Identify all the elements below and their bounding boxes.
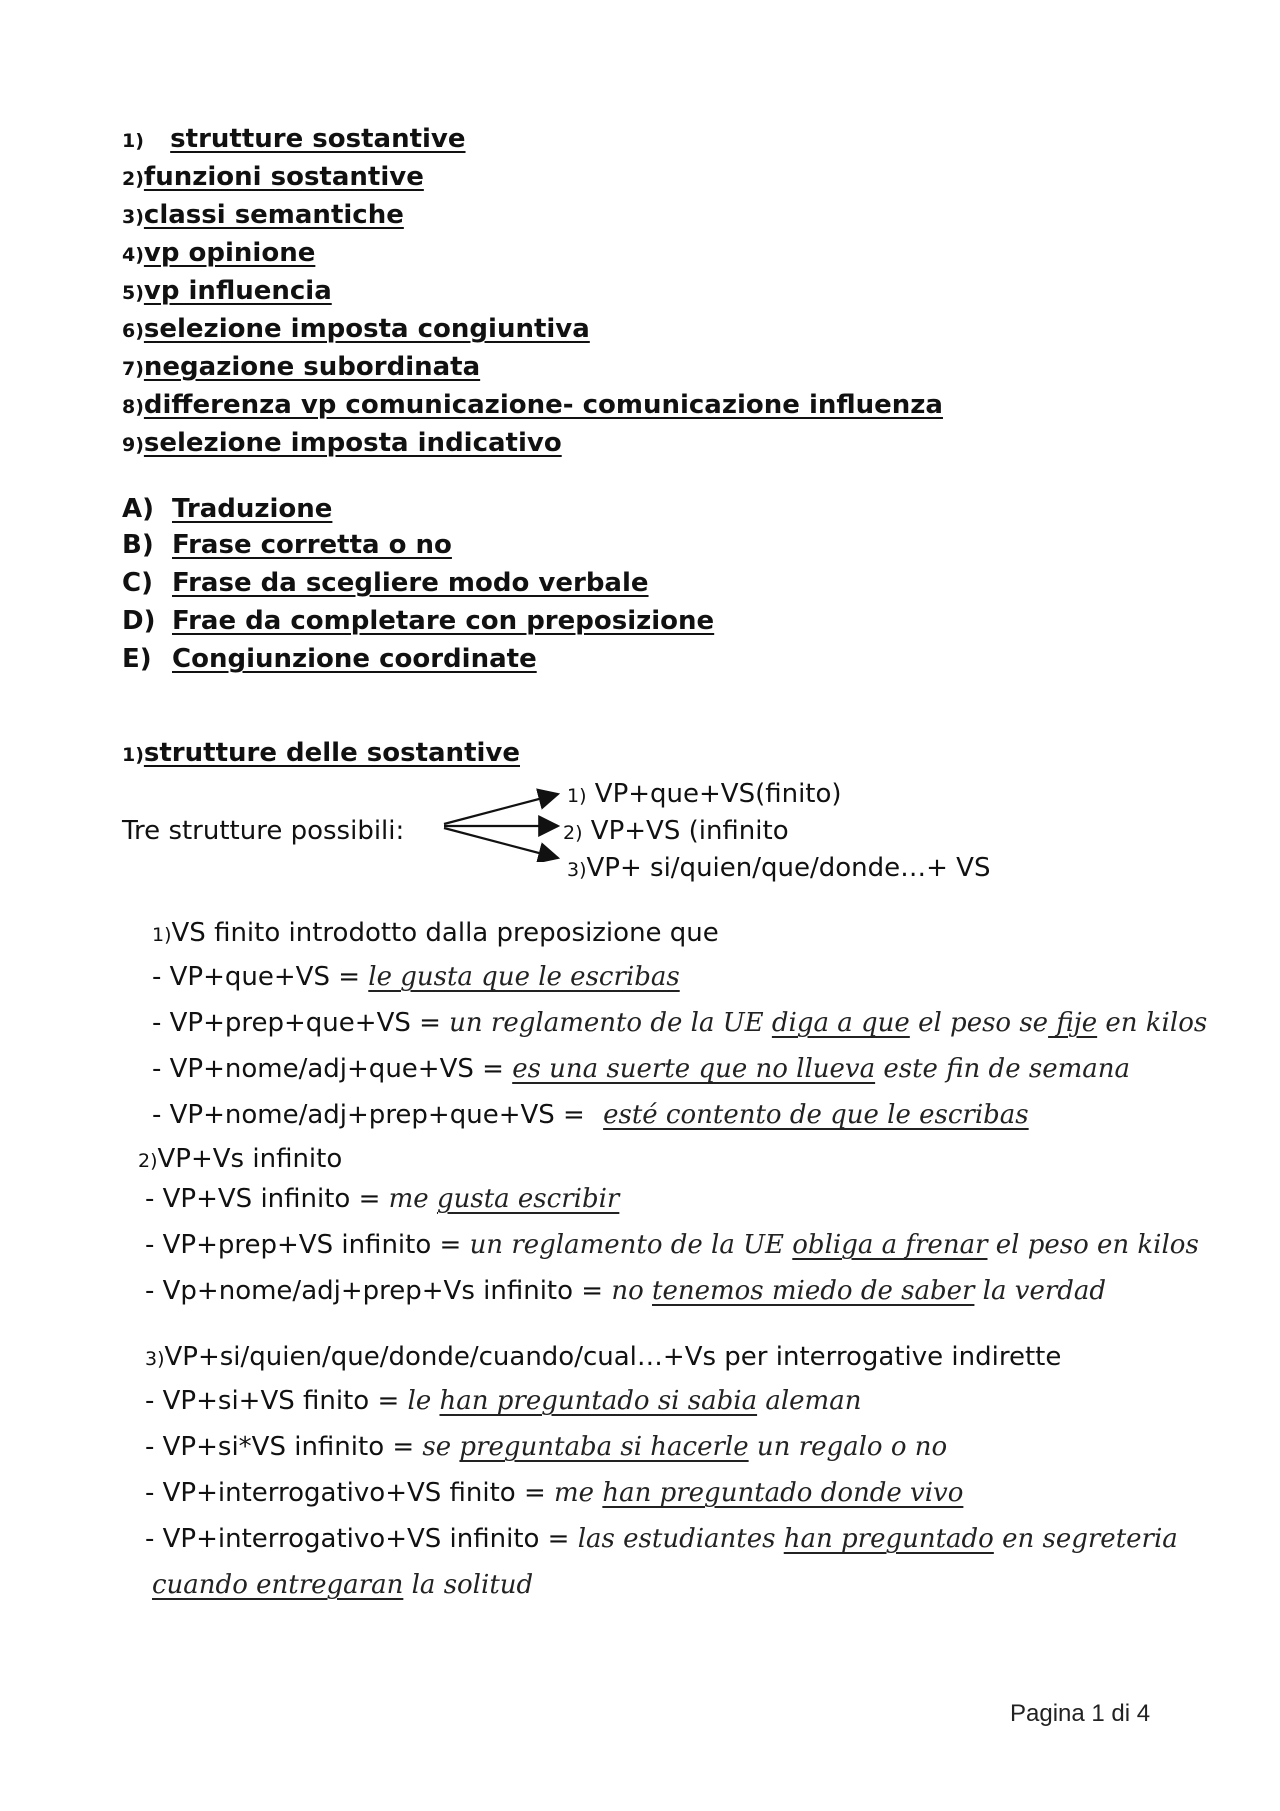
- handwritten-example: aleman: [757, 1386, 862, 1416]
- handwritten-example: le gusta que le escribas: [368, 962, 680, 992]
- subsection-title: VS finito introdotto dalla preposizione que: [171, 918, 719, 948]
- toc-number: 9): [122, 434, 144, 456]
- exercise-text: Frase corretta o no: [172, 530, 452, 560]
- handwritten-example: un regalo o no: [748, 1432, 948, 1462]
- rule-label: - VP+prep+que+VS =: [152, 1008, 450, 1038]
- rule-label: - VP+si+VS finito =: [145, 1386, 408, 1416]
- handwritten-example: la verdad: [974, 1276, 1107, 1306]
- branch-arrows: [440, 772, 570, 862]
- rule-label: - Vp+nome/adj+prep+Vs infinito =: [145, 1276, 612, 1306]
- handwritten-underlined: han preguntado: [783, 1524, 994, 1554]
- subsection-1-heading: [152, 918, 719, 948]
- toc-text: selezione imposta congiuntiva: [143, 314, 590, 344]
- structures-intro: Tre strutture possibili:: [122, 816, 405, 846]
- exercise-label: C): [122, 568, 153, 598]
- toc-item-2: [122, 162, 424, 192]
- exercise-item-b: [122, 530, 452, 560]
- section-heading: [122, 738, 520, 768]
- branch-3: [567, 853, 990, 883]
- example-row: [145, 1276, 1106, 1306]
- rule-label: - VP+interrogativo+VS finito =: [145, 1478, 555, 1508]
- toc-item-1: [122, 124, 466, 154]
- rule-label: - VP+que+VS =: [152, 962, 369, 992]
- subsection-2-heading: [138, 1144, 342, 1174]
- exercise-item-a: [122, 494, 332, 524]
- section-number: 1): [122, 744, 144, 766]
- branch-2: [563, 816, 789, 846]
- toc-number: 8): [122, 396, 144, 418]
- branch-text: VP+que+VS(finito): [594, 779, 842, 809]
- exercise-item-c: [122, 568, 649, 598]
- rule-label: - VP+VS infinito =: [145, 1184, 389, 1214]
- exercise-text: Traduzione: [172, 494, 333, 524]
- handwritten-underlined: es una suerte que no llueva: [512, 1054, 876, 1084]
- handwritten-example: le: [407, 1386, 440, 1416]
- handwritten-underlined: cuando entregaran: [152, 1570, 404, 1600]
- exercise-label: A): [122, 494, 155, 524]
- handwritten-underlined: obliga a frenar: [792, 1230, 988, 1260]
- toc-number: 2): [122, 168, 144, 190]
- branch-1: [567, 779, 842, 809]
- toc-text: vp opinione: [143, 238, 316, 268]
- handwritten-underlined: fije: [1048, 1008, 1098, 1038]
- handwritten-example: las estudiantes: [577, 1524, 784, 1554]
- rule-label: - VP+nome/adj+prep+que+VS =: [152, 1100, 594, 1130]
- exercise-text: Frae da completare con preposizione: [172, 606, 715, 636]
- toc-item-9: [122, 428, 562, 458]
- toc-text: selezione imposta indicativo: [143, 428, 562, 458]
- example-row: [145, 1184, 619, 1214]
- handwritten-example: me: [388, 1184, 437, 1214]
- handwritten-example: un reglamento de la UE: [469, 1230, 793, 1260]
- exercise-label: E): [122, 644, 152, 674]
- handwritten-underlined: tenemos miedo de saber: [652, 1276, 975, 1306]
- handwritten-underlined: han preguntado donde vivo: [602, 1478, 964, 1508]
- toc-text: funzioni sostantive: [143, 162, 424, 192]
- toc-number: 6): [122, 320, 144, 342]
- subsection-title: VP+si/quien/que/donde/cuando/cual…+Vs per interrogative indirette: [164, 1342, 1062, 1372]
- toc-item-5: [122, 276, 332, 306]
- rule-label: - VP+si*VS infinito =: [145, 1432, 423, 1462]
- toc-text: strutture sostantive: [170, 124, 466, 154]
- page-number: Pagina 1 di 4: [1010, 1700, 1151, 1727]
- handwritten-example: no: [611, 1276, 653, 1306]
- exercise-label: D): [122, 606, 156, 636]
- branch-text: VP+VS (infinito: [590, 816, 789, 846]
- branch-text: VP+ si/quien/que/donde…+ VS: [586, 853, 991, 883]
- example-row: [145, 1478, 963, 1508]
- toc-text: negazione subordinata: [143, 352, 481, 382]
- toc-text: differenza vp comunicazione- comunicazione influenza: [143, 390, 943, 420]
- toc-item-7: [122, 352, 480, 382]
- branch-number: 1): [567, 785, 587, 807]
- example-row-continuation: [152, 1570, 533, 1600]
- handwritten-underlined: esté contento de que le escribas: [603, 1100, 1029, 1130]
- arrow-down: [444, 828, 558, 858]
- handwritten-underlined: preguntaba si hacerle: [459, 1432, 749, 1462]
- toc-text: vp influencia: [143, 276, 332, 306]
- example-row: [152, 1008, 1207, 1038]
- branch-number: 3): [567, 859, 587, 881]
- exercise-text: Congiunzione coordinate: [172, 644, 537, 674]
- toc-number: 3): [122, 206, 144, 228]
- toc-item-3: [122, 200, 404, 230]
- example-row: [145, 1432, 947, 1462]
- handwritten-underlined: diga a que: [771, 1008, 910, 1038]
- exercise-text: Frase da scegliere modo verbale: [172, 568, 649, 598]
- toc-text: classi semantiche: [143, 200, 404, 230]
- exercise-item-e: [122, 644, 537, 674]
- handwritten-underlined: han preguntado si sabia: [439, 1386, 758, 1416]
- subsection-3-heading: [145, 1342, 1061, 1372]
- handwritten-example: se: [422, 1432, 460, 1462]
- toc-number: 4): [122, 244, 144, 266]
- subsection-number: 2): [138, 1150, 158, 1172]
- rule-label: - VP+interrogativo+VS infinito =: [145, 1524, 578, 1554]
- toc-number: 5): [122, 282, 144, 304]
- example-row: [145, 1386, 861, 1416]
- rule-label: - VP+prep+VS infinito =: [145, 1230, 470, 1260]
- handwritten-example: este fin de semana: [875, 1054, 1130, 1084]
- exercise-item-d: [122, 606, 714, 636]
- toc-item-6: [122, 314, 590, 344]
- handwritten-underlined: gusta escribir: [436, 1184, 620, 1214]
- handwritten-example: me: [554, 1478, 603, 1508]
- example-row: [152, 1100, 1029, 1130]
- toc-number: 7): [122, 358, 144, 380]
- rule-label: - VP+nome/adj+que+VS =: [152, 1054, 513, 1084]
- toc-item-4: [122, 238, 315, 268]
- subsection-title: VP+Vs infinito: [157, 1144, 343, 1174]
- handwritten-example: la solitud: [403, 1570, 534, 1600]
- handwritten-example: en kilos: [1097, 1008, 1208, 1038]
- subsection-number: 3): [145, 1348, 165, 1370]
- exercise-label: B): [122, 530, 154, 560]
- example-row: [152, 1054, 1130, 1084]
- subsection-number: 1): [152, 924, 172, 946]
- toc-number: 1): [122, 130, 144, 152]
- toc-item-8: [122, 390, 943, 420]
- handwritten-example: en segreteria: [993, 1524, 1178, 1554]
- handwritten-example: un reglamento de la UE: [449, 1008, 772, 1038]
- arrow-up: [444, 794, 558, 824]
- handwritten-example: el peso se: [909, 1008, 1049, 1038]
- example-row: [152, 962, 680, 992]
- example-row: [145, 1524, 1178, 1554]
- branch-number: 2): [563, 822, 583, 844]
- section-title: strutture delle sostantive: [143, 738, 520, 768]
- handwritten-example: el peso en kilos: [987, 1230, 1199, 1260]
- example-row: [145, 1230, 1199, 1260]
